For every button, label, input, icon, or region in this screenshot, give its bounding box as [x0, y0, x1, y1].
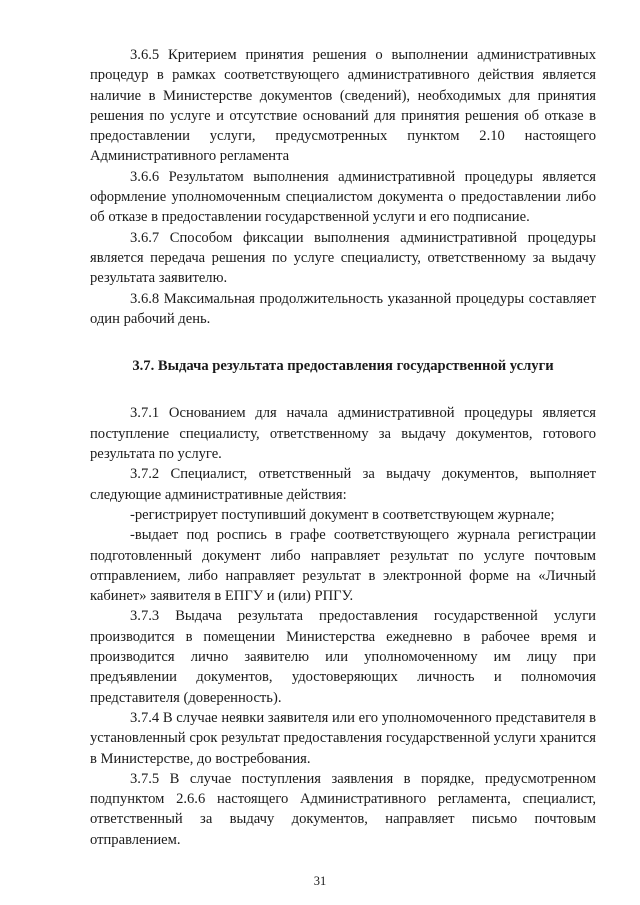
section-heading-3-7: 3.7. Выдача результата предоставления государственной услуги	[132, 358, 554, 375]
paragraph-3-6-8: 3.6.8 Максимальная продолжительность указанной процедуры составляет один рабочий день.	[90, 290, 596, 327]
paragraph-3-7-3: 3.7.3 Выдача результата предоставления государственной услуги производится в помещении Министерства ежедневно в рабочее время и производится лично заявителю или уполномоченному им лицу при предъявлении документов, удостоверяющих личность и полномочия представителя (доверенность).	[90, 608, 596, 706]
paragraph-3-7-2: 3.7.2 Специалист, ответственный за выдачу документов, выполняет следующие административные действия:	[90, 466, 596, 503]
paragraph-3-7-1: 3.7.1 Основанием для начала административной процедуры является поступление специалисту, ответственному за выдачу документов, готового результата по услуге.	[90, 405, 596, 463]
paragraph-3-6-5: 3.6.5 Критерием принятия решения о выполнении административных процедур в рамках соответствующего административного действия является наличие в Министерстве документов (сведений), необходимых для принятия решения по услуге и отсутствие оснований для принятия решения об отказе в предоставлении услуги, предусмотренных пунктом 2.10 настоящего Административного регламента	[90, 47, 596, 165]
paragraph-3-7-5: 3.7.5 В случае поступления заявления в порядке, предусмотренном подпунктом 2.6.6 настоящего Административного регламента, специалист, ответственный за выдачу документов, направляет письмо почтовым отправлением.	[90, 770, 596, 848]
paragraph-3-6-7: 3.6.7 Способом фиксации выполнения административной процедуры является передача решения по услуге специалисту, ответственному за выдачу результата заявителю.	[90, 229, 596, 287]
paragraph-3-7-4: 3.7.4 В случае неявки заявителя или его уполномоченного представителя в установленный срок результат предоставления государственной услуги хранится в Министерстве, до востребования.	[90, 709, 596, 767]
list-item-register: -регистрирует поступивший документ в соответствующем журнале;	[130, 506, 555, 523]
paragraph-3-6-6: 3.6.6 Результатом выполнения административной процедуры является оформление уполномоченным специалистом документа о предоставлении либо об отказе в предоставлении государственной услуги и его подписание.	[90, 168, 596, 226]
document-page	[90, 45, 596, 850]
page-number: 31	[313, 874, 327, 888]
list-item-issue: -выдает под роспись в графе соответствующего журнала регистрации подготовленный документ либо направляет результат по услуге почтовым отправлением, либо направляет результат в электронной форме на «Личный кабинет» заявителя в ЕПГУ и (или) РПГУ.	[90, 527, 596, 605]
